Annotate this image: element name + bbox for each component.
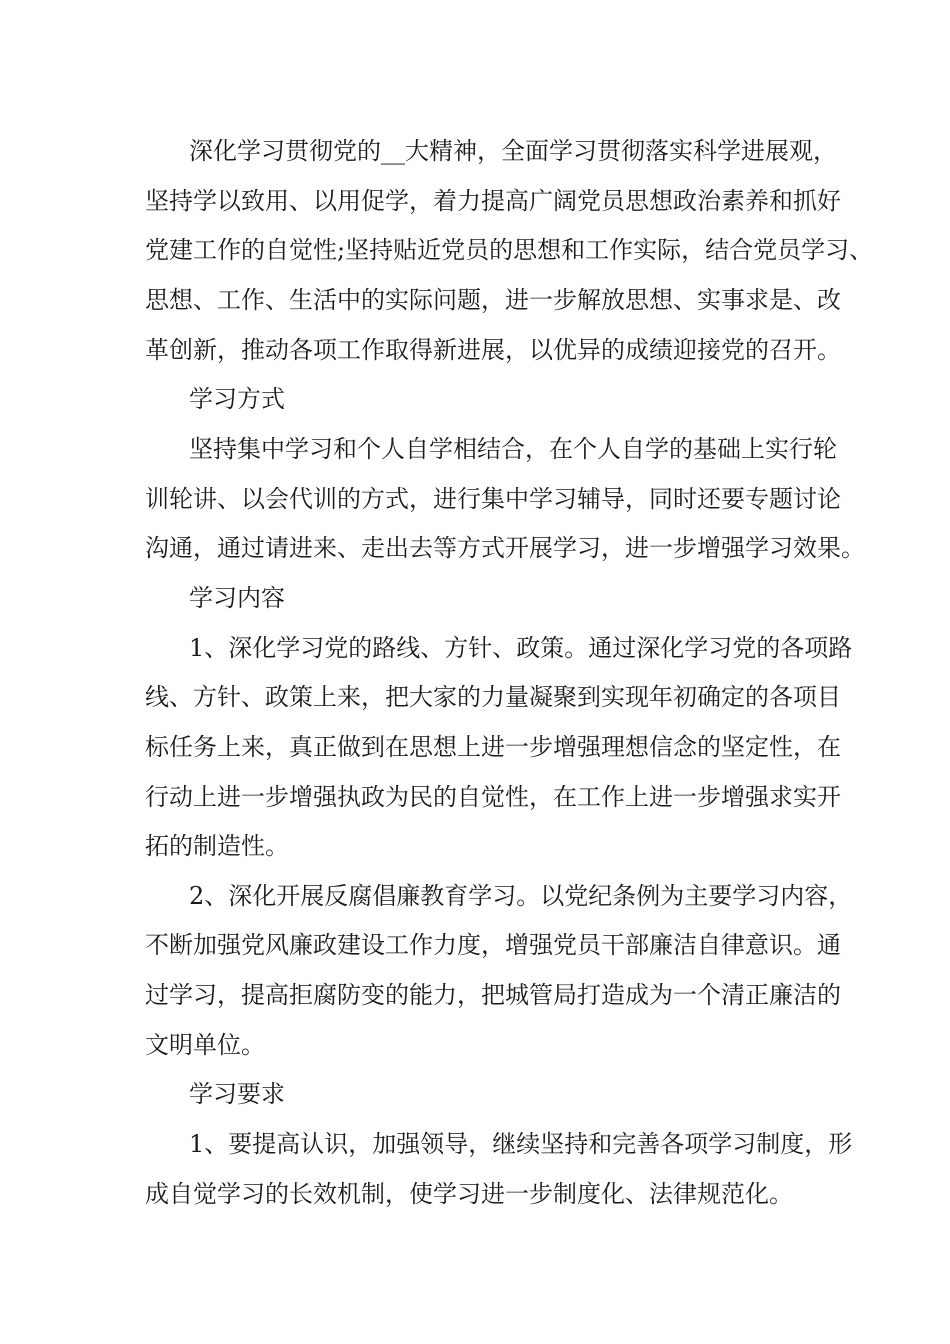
section-heading-method: 学习方式 xyxy=(189,385,285,413)
paragraph-5-line-1: 1、要提高认识，加强领导，继续坚持和完善各项学习制度，形 xyxy=(189,1130,853,1158)
paragraph-1-line-1: 深化学习贯彻党的__大精神，全面学习贯彻落实科学进展观， xyxy=(189,137,837,165)
paragraph-2-line-1: 坚持集中学习和个人自学相结合，在个人自学的基础上实行轮 xyxy=(189,435,837,463)
paragraph-1-line-5: 革创新，推动各项工作取得新进展，以优异的成绩迎接党的召开。 xyxy=(145,336,841,364)
paragraph-4-line-2: 不断加强党风廉政建设工作力度，增强党员干部廉洁自律意识。通 xyxy=(145,931,841,959)
paragraph-5-line-2: 成自觉学习的长效机制，使学习进一步制度化、法律规范化。 xyxy=(145,1180,793,1208)
paragraph-3-line-5: 拓的制造性。 xyxy=(145,832,289,860)
paragraph-3-line-4: 行动上进一步增强执政为民的自觉性，在工作上进一步增强求实开 xyxy=(145,783,841,811)
paragraph-2-line-2: 训轮讲、以会代训的方式，进行集中学习辅导，同时还要专题讨论 xyxy=(145,485,841,513)
paragraph-3-line-3: 标任务上来，真正做到在思想上进一步增强理想信念的坚定性，在 xyxy=(145,733,841,761)
paragraph-3-line-1: 1、深化学习党的路线、方针、政策。通过深化学习党的各项路 xyxy=(189,634,853,662)
paragraph-3-line-2: 线、方针、政策上来，把大家的力量凝聚到实现年初确定的各项目 xyxy=(145,683,841,711)
paragraph-1-line-2: 坚持学以致用、以用促学，着力提高广阔党员思想政治素养和抓好 xyxy=(145,187,841,215)
paragraph-4-line-3: 过学习，提高拒腐防变的能力，把城管局打造成为一个清正廉洁的 xyxy=(145,981,841,1009)
section-heading-content: 学习内容 xyxy=(189,584,285,612)
paragraph-4-line-1: 2、深化开展反腐倡廉教育学习。以党纪条例为主要学习内容， xyxy=(189,882,853,910)
paragraph-2-line-3: 沟通，通过请进来、走出去等方式开展学习，进一步增强学习效果。 xyxy=(145,534,865,562)
paragraph-4-line-4: 文明单位。 xyxy=(145,1031,265,1059)
paragraph-1-line-3: 党建工作的自觉性;坚持贴近党员的思想和工作实际，结合党员学习、 xyxy=(145,236,874,264)
section-heading-requirements: 学习要求 xyxy=(189,1080,285,1108)
paragraph-1-line-4: 思想、工作、生活中的实际问题，进一步解放思想、实事求是、改 xyxy=(145,286,841,314)
